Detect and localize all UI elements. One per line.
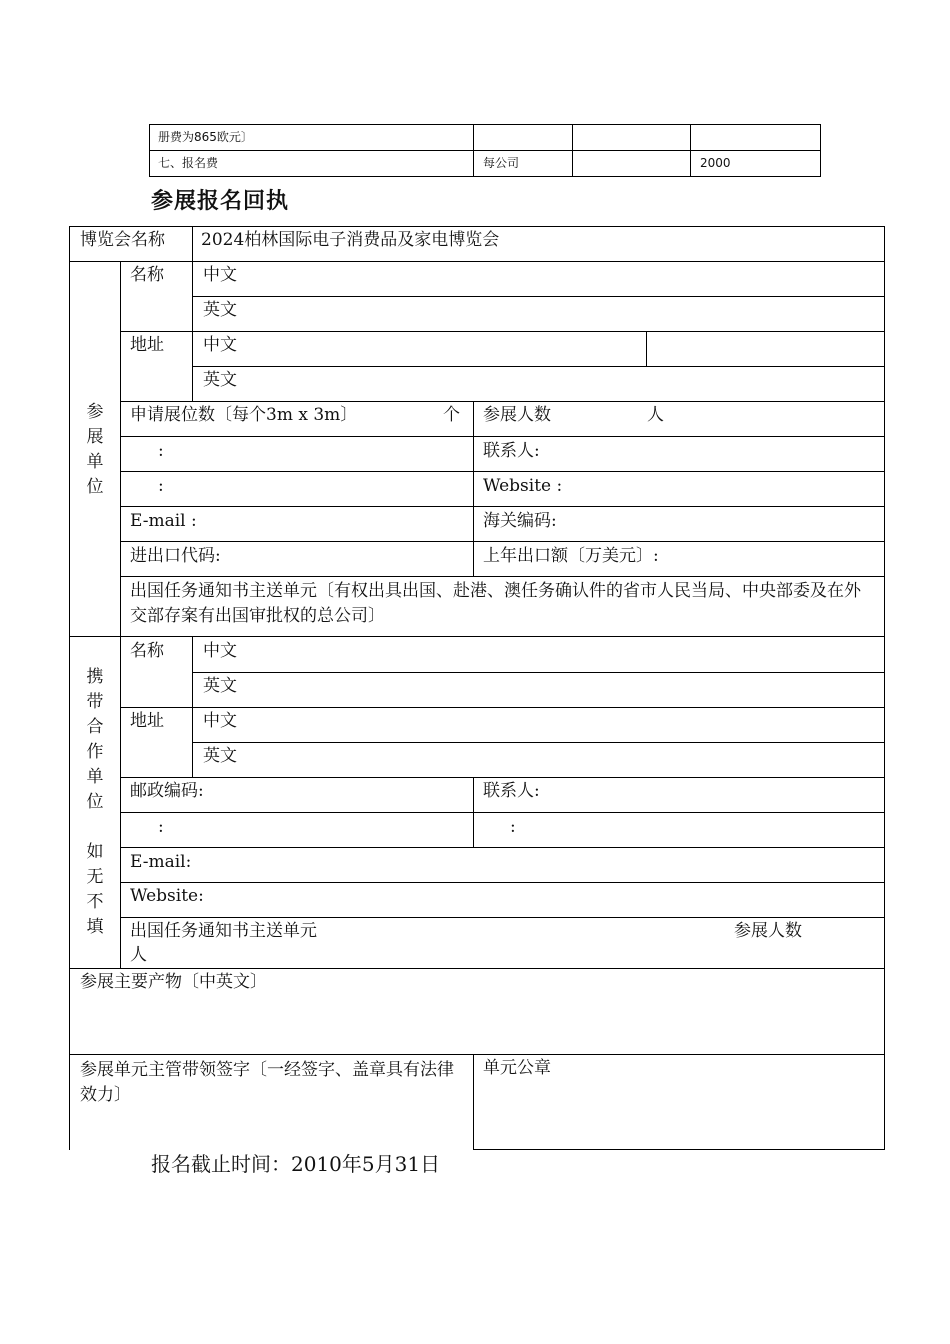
- booth-count-label: 申请展位数〔每个3m x 3m〕: [130, 405, 358, 425]
- partner-email-label: E-mail:: [130, 852, 192, 872]
- partner-website-label: Website:: [130, 886, 204, 906]
- partner-name-chinese-label: 中文: [203, 641, 237, 661]
- main-products-label: 参展主要产物〔中英文〕: [80, 972, 267, 992]
- website-label: Website :: [483, 476, 563, 496]
- per-company-cell: 每公司: [483, 156, 520, 170]
- partner-address-chinese-label: 中文: [203, 711, 237, 731]
- exhibitor-address-chinese-field[interactable]: [250, 334, 642, 364]
- exhibitor-group-label: 参 展 单 位: [86, 402, 104, 497]
- exhibitor-name-chinese-field[interactable]: [250, 264, 880, 294]
- partner-name-label: 名称: [130, 641, 164, 661]
- supervisor-signature-label: 参展单元主管带领签字〔一经签字、盖章具有法律效力〕: [80, 1060, 454, 1105]
- partner-postcode-label: 邮政编码:: [130, 781, 204, 801]
- exhibitor-address-english-field[interactable]: [250, 369, 880, 399]
- registration-fee-label: 七、报名费: [158, 156, 219, 170]
- form-title: 参展报名回执: [151, 188, 290, 214]
- customs-code-label: 海关编码:: [483, 511, 557, 531]
- exhibitor-name-english-label: 英文: [203, 300, 237, 320]
- registration-deadline: 报名截止时间：2010年5月31日: [151, 1152, 441, 1176]
- import-export-code-label: 进出口代码:: [130, 546, 221, 566]
- attendees-label: 参展人数: [483, 405, 551, 425]
- fax-colon-label: :: [158, 476, 164, 496]
- exhibitor-name-label: 名称: [130, 265, 164, 285]
- partner-address-label: 地址: [130, 711, 164, 731]
- fee-amount-cell: 2000: [700, 156, 731, 170]
- exhibitor-address-extra-field[interactable]: [650, 334, 880, 364]
- email-label: E-mail :: [130, 511, 197, 531]
- partner-address-english-label: 英文: [203, 746, 237, 766]
- partner-attendees-label: 参展人数: [734, 921, 802, 941]
- exhibitor-address-english-label: 英文: [203, 370, 237, 390]
- main-products-field[interactable]: [75, 996, 880, 1050]
- expo-name-value: 2024柏林国际电子消费品及家电博览会: [201, 230, 500, 250]
- exhibitor-name-english-field[interactable]: [250, 299, 880, 329]
- contact-person-label: 联系人:: [483, 441, 540, 461]
- partner-name-english-label: 英文: [203, 676, 237, 696]
- expo-name-label: 博览会名称: [80, 230, 165, 250]
- exhibitor-address-chinese-label: 中文: [203, 335, 237, 355]
- partner-attendees-unit-label: 人: [130, 945, 147, 965]
- exhibitor-notice-unit-label: 出国任务通知书主送单元〔有权出具出国、赴港、澳任务确认件的省市人民当局、中央部委及在外交部存案有出国审批权的总公司〕: [130, 581, 861, 626]
- company-seal-label: 单元公章: [483, 1058, 551, 1078]
- last-year-export-label: 上年出口额〔万美元〕:: [483, 546, 659, 566]
- exhibitor-address-label: 地址: [130, 335, 164, 355]
- booth-unit-label: 个: [443, 405, 460, 425]
- exhibitor-name-chinese-label: 中文: [203, 265, 237, 285]
- partner-contact-label: 联系人:: [483, 781, 540, 801]
- partner-group-label: 携 带 合 作 单 位 如 无 不 填: [86, 667, 104, 937]
- fee-note-cell: 册费为865欧元〕: [158, 130, 253, 144]
- partner-notice-unit-label: 出国任务通知书主送单元: [130, 921, 317, 941]
- partner-fax-colon-label: :: [510, 817, 516, 837]
- phone-colon-label: :: [158, 441, 164, 461]
- attendees-unit-label: 人: [647, 405, 664, 425]
- partner-phone-colon-label: :: [158, 817, 164, 837]
